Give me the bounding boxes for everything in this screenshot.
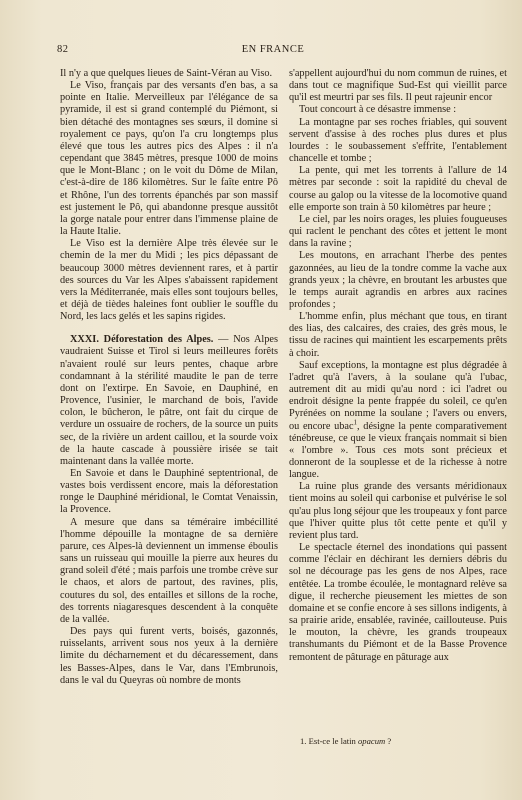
- paragraph: Le spectacle éternel des inondations qui passent comme l'éclair en déchirant les derniers débris du sol ne décourage pas les gens de nos Alpes, race entêtée. La trombe écoulée, le montagnard relève sa digue, il recherche pieusement les miettes de son domaine et se confie encore à ses sillons indigents, à sa prairie aride, ensablée, ravinée, caillouteuse. Puis le mouton, la chèvre, les grands troupeaux transhumants du Piémont et de la Basse Provence remontent de pâturage en pâturage aux: [289, 542, 507, 663]
- paragraph: Il n'y a que quelques lieues de Saint-Véran au Viso.: [60, 68, 273, 79]
- right-column: [289, 68, 507, 664]
- paragraph: Tout concourt à ce désastre immense :: [299, 104, 457, 116]
- paragraph: La montagne par ses roches friables, qui souvent servent d'assise à des roches plus dures et plus lourdes : le soubassement s'effrite, l'entablement chancelle et tombe ;: [289, 116, 507, 165]
- footnote: 1. Est-ce le latin opacum ?: [300, 736, 392, 746]
- left-column: [60, 68, 278, 687]
- paragraph: La ruine plus grande des versants méridionaux tient moins au soleil qui carbonise et pulvérise le sol qu'au plus long séjour que les troupeaux y font parce que l'hiver quitte plus tôt cette pente et qu'il y revient plus tard.: [289, 481, 507, 541]
- running-head: EN FRANCE: [241, 44, 305, 55]
- section-paragraph: [60, 334, 278, 468]
- paragraph: Sauf exceptions, la montagne est plus dégradée à l'adret qu'à l'avers, à la soulane qu'à l'ubac, autrement dit au midi qu'au nord : ici l'adret ou endroit désigne la pente frappée du soleil, ce qu'en Pyrénées on nomme la soulane ; l'avers ou envers, ou encore ubac$^1$, désigne la pente comparativement ténébreuse, ce que le vieux français nommait si bien « l'ombre ». Tous ces mots sont précieux et donneront de la souplesse et de la richesse à notre langue.: [289, 359, 508, 481]
- section-title: XXXI. Déforestation des Alpes.: [70, 334, 214, 346]
- paragraph: A mesure que dans sa téméraire imbécillité l'homme dépouille la montagne de sa dernière parure, ces Alpes-là deviennent un immense éboulis sans un ruisseau qui mouille la pierre aux heures du grand soleil d'été ; mais parfois une trombe crève sur le chaos, et alors de partout, des ravines, plis, coutures du sol, des entailles et sillons de la roche, des torrents niagaresques descendent à la conquête de la vallée.: [60, 516, 278, 625]
- footnote-marker: 1: [353, 418, 358, 427]
- paragraph: Le Viso est la dernière Alpe très élevée sur le chemin de la mer du Midi ; les pics dépassant de beaucoup 3000 mètres deviennent rares, et à partir des sources du Var les Alpes s'abaissent rapidement vers la Méditerranée, mais elles sont toujours belles, et déjà de tièdes haleines font oublier le souffle du Nord, les lacs gelés et les sapins rigides.: [60, 238, 278, 323]
- paragraph: Les moutons, en arrachant l'herbe des pentes gazonnées, au lieu de la tondre comme la vache aux grands yeux ; la chèvre, en broutant les arbustes que le temps aurait agrandis en arbres aux racines profondes ;: [289, 250, 507, 310]
- paragraph: Le ciel, par les noirs orages, les pluies fougueuses qui raclent le penchant des côtes et jettent le mont dans la ravine ;: [289, 213, 507, 250]
- paragraph: La pente, qui met les torrents à l'allure de 14 mètres par seconde : soit la rapidité du cheval de course au galop ou la vitesse de la locomotive quand elle emporte son train à 50 kilomètres par heure ;: [289, 165, 507, 213]
- paragraph: L'homme enfin, plus méchant que tous, en tirant des lias, des calcaires, des craies, des grès mous, le tissu de racines qui maintient les escarpements prêts à choir.: [289, 311, 507, 359]
- paragraph: s'appellent aujourd'hui du nom commun de ruines, et dans tout ce magnifique Sud-Est qui vieillit parce qu'il est meurtri par ses fils. Il peut rajeunir encor: [289, 68, 507, 104]
- paragraph: Des pays qui furent verts, boisés, gazonnés, ruisselants, arrivent sous nos yeux à la dernière limite du décharnement et du décaressement, dans les Basses-Alpes, dans le Var, dans l'Embrunois, dans le val du Queyras où nombre de monts: [60, 626, 278, 686]
- paragraph: En Savoie et dans le Dauphiné septentrional, de vastes bois verdissent encore, mais la déforestation ronge le Dauphiné méridional, le Comtat Venaissin, la Provence.: [60, 468, 278, 516]
- page-header: [57, 44, 489, 58]
- page-number: 82: [57, 44, 69, 55]
- section-text: — Nos Alpes vaudraient Suisse et Tirol si leurs meilleures forêts n'avaient roulé sur leurs pentes, chaque arbre condamnant à la stérilité maudite le pan de terre dont on l'extirpe. En Savoie, en Dauphiné, en Provence, l'usinier, le marchand de bois, l'avide colon, le bûcheron, le pâtre, ont fait du cirque de verdure un ossuaire de rochers, de la source un puits sec, de la rivière un ardent caillou, et la sourde voix de la haute cascade à poussière irisée se tait maintenant dans la vallée morte.: [60, 334, 278, 467]
- paragraph: Le Viso, français par des versants d'en bas, a sa pointe en Italie. Merveilleux par l'élégance de sa pyramide, il est si grand contemplé du Piémont, si bien détaché des montagnes ses sœurs, il domine si royalement ce pays, qu'on l'a cru longtemps plus élevé que tous les autres pics des Alpes : il n'a cependant que 3845 mètres, presque 1000 de moins que le Mont-Blanc ; on le voit du Dôme de Milan, c'est-à-dire de 186 kilomètres. Sur le faîte entre Pô et Rhône, l'un des torrents épanchés par son massif est justement le Pô, qui abandonne presque aussitôt la gorge natale pour entrer dans l'immense plaine de la Haute Italie.: [60, 80, 278, 238]
